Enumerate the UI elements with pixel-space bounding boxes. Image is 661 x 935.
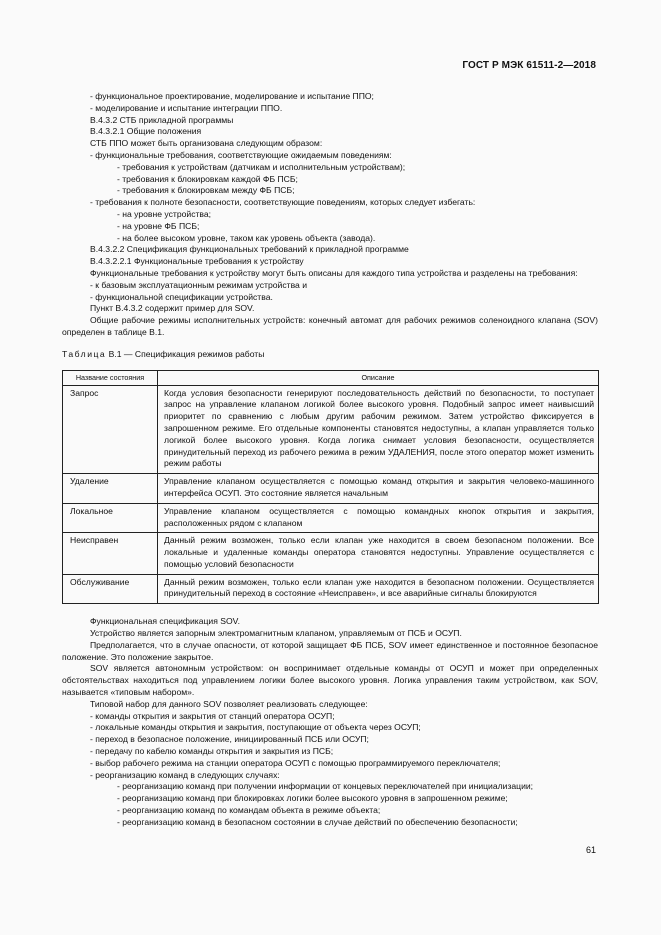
list-item: - передачу по кабелю команды открытия и закрытия из ПСБ; [90, 746, 334, 757]
list-item: - к базовым эксплуатационным режимам устройства и [90, 279, 308, 290]
after-table-section [62, 616, 598, 828]
section-heading: В.4.3.2.1 Общие положения [90, 126, 202, 137]
paragraph: Пункт В.4.3.2 содержит пример для SOV. [90, 303, 255, 314]
table-caption-text: В.1 — Спецификация режимов работы [108, 348, 265, 359]
table-row [63, 574, 599, 604]
list-item: - функциональной спецификации устройства. [90, 291, 273, 302]
sub-list-item: - реорганизацию команд в безопасном состоянии в случае действий по обеспечению безопасности; [117, 816, 518, 827]
document-body [62, 91, 598, 829]
table-row [63, 503, 599, 533]
sub-list-item: - реорганизацию команд по командам объекта в режиме объекта; [117, 805, 381, 816]
paragraph: Общие рабочие режимы исполнительных устройств: конечный автомат для рабочих режимов соленоидного клапана (SOV) определен в таблице В.1. [62, 315, 598, 337]
description-cell: Данный режим возможен, только если клапан уже находится в своем безопасном положении. Все локальные и удаленные команды оператора становятся недоступны. Управление осуществляется с помощью условий безопасности [158, 533, 599, 574]
paragraph: Предполагается, что в случае опасности, от которой защищает ФБ ПСБ, SOV имеет единственное и постоянное безопасное положение. Это положение закрытое. [62, 639, 598, 662]
state-name-cell: Обслуживание [63, 574, 158, 604]
table-row [63, 474, 599, 504]
sub-list-item: - на уровне устройства; [117, 208, 212, 219]
description-cell: Данный режим возможен, только если клапан уже находится в безопасном положении. Осуществляется принудительный переход в состояние «Неисправен», и все аварийные сигналы блокируются [158, 574, 599, 604]
sub-list-item: - реорганизацию команд при блокировках логики более высокого уровня в запрошенном режиме; [117, 793, 508, 804]
list-item: - локальные команды открытия и закрытия, поступающие от объекта через ОСУП; [90, 722, 421, 733]
sub-list-item: - на более высоком уровне, таком как уровень объекта (завода). [117, 232, 376, 243]
list-item: - реорганизацию команд в следующих случаях: [90, 769, 280, 780]
state-name-cell: Локальное [63, 503, 158, 533]
paragraph: Устройство является запорным электромагнитным клапаном, управляемым от ПСБ и ОСУП. [90, 628, 462, 639]
sub-list-item: - на уровне ФБ ПСБ; [117, 220, 200, 231]
list-item: - выбор рабочего режима на станции оператора ОСУП с помощью программируемого переключателя; [90, 757, 501, 768]
list-item: - требования к полноте безопасности, соответствующие поведениям, которых следует избегать: [90, 197, 476, 208]
state-name-cell: Неисправен [63, 533, 158, 574]
col-header-state-name: Название состояния [63, 370, 158, 385]
table-caption [62, 349, 598, 361]
state-name-cell: Запрос [63, 385, 158, 474]
paragraph: SOV является автономным устройством: он воспринимает отдельные команды от ОСУП и может при определенных обстоятельствах находиться под управлением логики более высокого уровня. Логика управления таким устройством, как SOV, называется «типовым набором». [62, 663, 598, 698]
list-item: - функциональное проектирование, моделирование и испытание ППО; [90, 91, 374, 101]
description-cell: Управление клапаном осуществляется с помощью команд открытия и закрытия человеко-машинного интерфейса ОСУП. Это состояние является начальным [158, 474, 599, 504]
state-name-cell: Удаление [63, 474, 158, 504]
section-heading: В.4.3.2.2 Спецификация функциональных требований к прикладной программе [90, 244, 409, 255]
page-number: 61 [585, 845, 596, 855]
section-heading: В.4.3.2.2.1 Функциональные требования к устройству [90, 256, 304, 267]
sub-list-item: - требования к устройствам (датчикам и исполнительным устройствам); [117, 161, 406, 172]
paragraph: Функциональные требования к устройству могут быть описаны для каждого типа устройства и разделены на требования: [90, 267, 578, 278]
list-item: - моделирование и испытание интеграции ППО. [90, 102, 283, 113]
sub-list-item: - требования к блокировкам каждой ФБ ПСБ; [117, 173, 298, 184]
table-row [63, 385, 599, 474]
table-header-row [63, 370, 599, 385]
standard-header: ГОСТ Р МЭК 61511-2—2018 [462, 60, 596, 71]
sub-list-item: - требования к блокировкам между ФБ ПСБ; [117, 185, 295, 196]
table-caption-label: Таблица [62, 348, 107, 359]
list-item: - команды открытия и закрытия от станций оператора ОСУП; [90, 710, 335, 721]
paragraph: СТБ ППО может быть организована следующим образом: [90, 138, 323, 149]
col-header-description: Описание [158, 370, 599, 385]
paragraph: Функциональная спецификация SOV. [90, 616, 240, 627]
list-item: - функциональные требования, соответствующие ожидаемым поведениям: [90, 149, 392, 160]
modes-table [62, 370, 599, 605]
description-cell: Когда условия безопасности генерируют последовательность действий по безопасности, то поступает запрос на управление клапаном логикой более высокого уровня. Подобный запрос имеет наивысший приоритет по сравнению с любым другим рабочим режимом. Затем устройство фиксируется в запрошенном режиме. Его отдельные компоненты становятся недоступны, а клапан управляется только логикой более высокого уровня. Когда логика снимает условия безопасности, осуществляется принудительный переход из рабочего режима в режим УДАЛЕНИЯ, после этого оператор может изменить режим работы [158, 385, 599, 474]
list-item: - переход в безопасное положение, инициированный ПСБ или ОСУП; [90, 734, 369, 745]
paragraph: Типовой набор для данного SOV позволяет реализовать следующее: [90, 698, 368, 709]
table-row [63, 533, 599, 574]
description-cell: Управление клапаном осуществляется с помощью командных кнопок открытия и закрытия, расположенных рядом с клапаном [158, 503, 599, 533]
section-heading: В.4.3.2 СТБ прикладной программы [90, 114, 234, 125]
sub-list-item: - реорганизацию команд при получении информации от концевых переключателей при инициализации; [117, 781, 534, 792]
